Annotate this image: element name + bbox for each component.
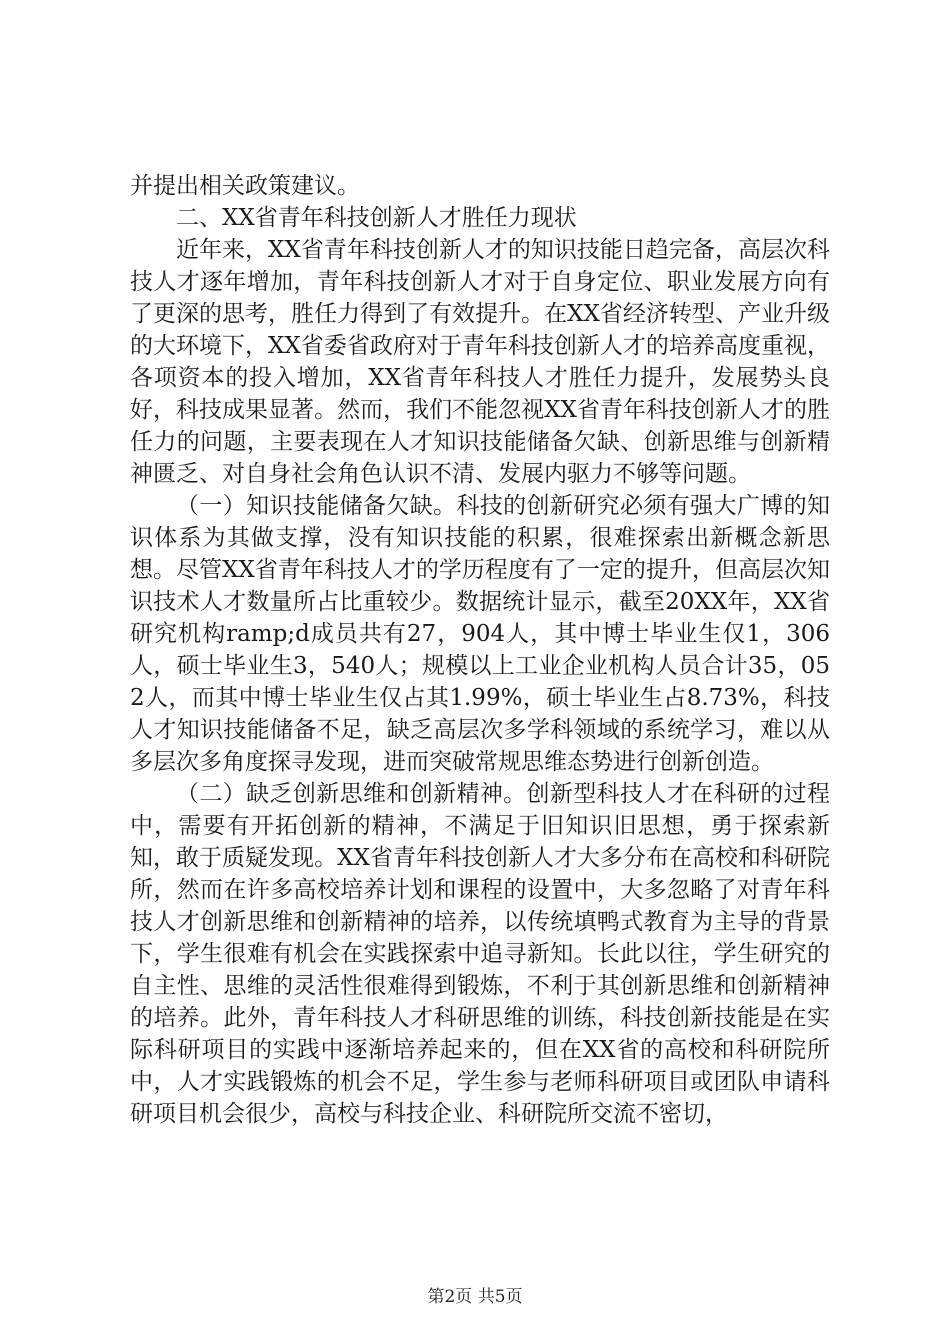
paragraph-continuation: 并提出相关政策建议。 [130,173,360,199]
page-footer: 第2页 共5页 [427,1287,523,1307]
paragraph-overview: 近年来，XX省青年科技创新人才的知识技能日趋完备，高层次科技人才逐年增加，青年科技创新人才对于自身定位、职业发展方向有了更深的思考，胜任力得到了有效提升。在XX省经济转型、产业升级的大环境下，XX省委省政府对于青年科技创新人才的培养高度重视，各项资本的投入增加，XX省青年科技人才胜任力提升，发展势头良好，科技成果显著。然而，我们不能忽视XX省青年科技创新人才的胜任力的问题，主要表现在人才知识技能储备欠缺、创新思维与创新精神匮乏、对自身社会角色认识不清、发展内驱力不够等问题。 [130,237,830,487]
paragraph-innovation-spirit: （二）缺乏创新思维和创新精神。创新型科技人才在科研的过程中，需要有开拓创新的精神，不满足于旧知识旧思想，勇于探索新知，敢于质疑发现。XX省青年科技创新人才大多分布在高校和科研院所，然而在许多高校培养计划和课程的设置中，大多忽略了对青年科技人才创新思维和创新精神的培养，以传统填鸭式教育为主导的背景下，学生很难有机会在实践探索中追寻新知。长此以往，学生研究的自主性、思维的灵活性很难得到锻炼，不利于其创新思维和创新精神的培养。此外，青年科技人才科研思维的训练，科技创新技能是在实际科研项目的实践中逐渐培养起来的，但在XX省的高校和科研院所中，人才实践锻炼的机会不足，学生参与老师科研项目或团队申请科研项目机会很少，高校与科技企业、科研院所交流不密切， [130,781,830,1127]
section-heading: 二、XX省青年科技创新人才胜任力现状 [176,205,577,231]
paragraph-knowledge-skills: （一）知识技能储备欠缺。科技的创新研究必须有强大广博的知识体系为其做支撑，没有知识技能的积累，很难探索出新概念新思想。尽管XX省青年科技人才的学历程度有了一定的提升，但高层次知识技术人才数量所占比重较少。数据统计显示，截至20XX年，XX省研究机构ramp;d成员共有27，904人，其中博士毕业生仅1，306人，硕士毕业生3，540人；规模以上工业企业机构人员合计35，052人，而其中博士毕业生仅占其1.99%，硕士毕业生占8.73%，科技人才知识技能储备不足，缺乏高层次多学科领域的系统学习，难以从多层次多角度探寻发现，进而突破常规思维态势进行创新创造。 [130,493,830,775]
document-body [130,170,830,1130]
